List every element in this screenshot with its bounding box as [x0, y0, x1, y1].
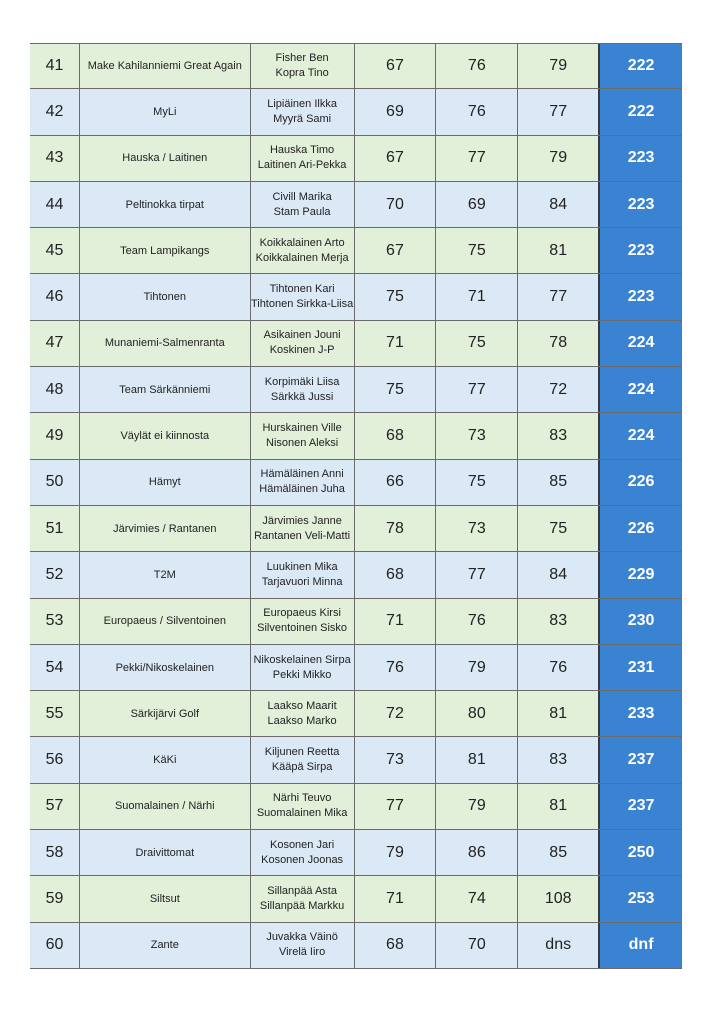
table-row: [30, 89, 682, 135]
player-name: Hauska Timo: [269, 144, 335, 157]
player-name: Virelä Iiro: [278, 946, 326, 959]
rank-cell: 56: [30, 737, 80, 782]
player-name: Fisher Ben: [275, 52, 329, 65]
total-score: 224: [600, 367, 682, 412]
rank-cell: 58: [30, 830, 80, 875]
round-3-score: 81: [518, 691, 600, 736]
rank-cell: 43: [30, 136, 80, 181]
team-name-cell: Hauska / Laitinen: [80, 136, 251, 181]
round-3-score: 108: [518, 876, 600, 921]
player-name: Närhi Teuvo: [272, 792, 332, 805]
round-2-score: 81: [436, 737, 518, 782]
round-2-score: 76: [436, 599, 518, 644]
player-name: Nisonen Aleksi: [266, 437, 339, 450]
round-1-score: 71: [355, 321, 437, 366]
team-name-cell: Europaeus / Silventoinen: [80, 599, 251, 644]
team-name-cell: T2M: [80, 552, 251, 597]
round-1-score: 67: [355, 44, 437, 88]
total-score: 231: [600, 645, 682, 690]
table-row: [30, 923, 682, 969]
player-name: Kääpä Sirpa: [271, 761, 333, 774]
round-2-score: 77: [436, 552, 518, 597]
round-3-score: 72: [518, 367, 600, 412]
table-row: [30, 367, 682, 413]
round-3-score: 85: [518, 830, 600, 875]
rank-cell: 55: [30, 691, 80, 736]
players-cell: [251, 460, 355, 505]
players-cell: [251, 136, 355, 181]
results-table: [30, 43, 682, 969]
player-name: Tihtonen Kari: [269, 283, 335, 296]
players-cell: [251, 274, 355, 319]
total-score: 224: [600, 413, 682, 458]
rank-cell: 60: [30, 923, 80, 968]
player-name: Tarjavuori Minna: [261, 575, 343, 588]
table-row: [30, 599, 682, 645]
player-name: Rantanen Veli-Matti: [254, 529, 351, 542]
round-2-score: 74: [436, 876, 518, 921]
player-name: Laitinen Ari-Pekka: [257, 159, 347, 172]
table-row: [30, 413, 682, 459]
players-cell: [251, 506, 355, 551]
round-2-score: 71: [436, 274, 518, 319]
player-name: Hämäläinen Anni: [260, 468, 344, 481]
rank-cell: 48: [30, 367, 80, 412]
round-3-score: 77: [518, 274, 600, 319]
round-2-score: 70: [436, 923, 518, 968]
players-cell: [251, 876, 355, 921]
player-name: Hurskainen Ville: [262, 422, 342, 435]
team-name-cell: MyLi: [80, 89, 251, 134]
rank-cell: 41: [30, 44, 80, 88]
players-cell: [251, 737, 355, 782]
players-cell: [251, 830, 355, 875]
player-name: Silventoinen Sisko: [257, 622, 348, 635]
total-score: 237: [600, 784, 682, 829]
table-row: [30, 645, 682, 691]
round-3-score: 84: [518, 182, 600, 227]
round-1-score: 72: [355, 691, 437, 736]
round-1-score: 71: [355, 876, 437, 921]
round-3-score: 83: [518, 737, 600, 782]
total-score: 222: [600, 89, 682, 134]
rank-cell: 57: [30, 784, 80, 829]
rank-cell: 42: [30, 89, 80, 134]
table-row: [30, 228, 682, 274]
team-name-cell: KäKi: [80, 737, 251, 782]
team-name-cell: Suomalainen / Närhi: [80, 784, 251, 829]
team-name-cell: Tihtonen: [80, 274, 251, 319]
round-3-score: 81: [518, 228, 600, 273]
table-row: [30, 274, 682, 320]
table-row: [30, 691, 682, 737]
round-2-score: 75: [436, 460, 518, 505]
player-name: Särkkä Jussi: [270, 390, 334, 403]
round-1-score: 66: [355, 460, 437, 505]
player-name: Kopra Tino: [275, 67, 329, 80]
round-3-score: dns: [518, 923, 600, 968]
rank-cell: 54: [30, 645, 80, 690]
total-score: 223: [600, 274, 682, 319]
round-3-score: 75: [518, 506, 600, 551]
total-score: 226: [600, 506, 682, 551]
rank-cell: 49: [30, 413, 80, 458]
round-2-score: 73: [436, 413, 518, 458]
round-3-score: 83: [518, 413, 600, 458]
rank-cell: 52: [30, 552, 80, 597]
round-1-score: 73: [355, 737, 437, 782]
total-score: 250: [600, 830, 682, 875]
round-2-score: 76: [436, 89, 518, 134]
player-name: Tihtonen Sirkka-Liisa: [250, 298, 354, 311]
total-score: 230: [600, 599, 682, 644]
players-cell: [251, 89, 355, 134]
player-name: Korpimäki Liisa: [264, 375, 340, 388]
players-cell: [251, 44, 355, 88]
team-name-cell: Särkijärvi Golf: [80, 691, 251, 736]
round-2-score: 77: [436, 367, 518, 412]
player-name: Hämäläinen Juha: [259, 483, 345, 496]
player-name: Koikkalainen Merja: [255, 251, 349, 264]
round-1-score: 76: [355, 645, 437, 690]
player-name: Sillanpää Asta: [267, 884, 337, 897]
table-row: [30, 737, 682, 783]
round-3-score: 83: [518, 599, 600, 644]
round-3-score: 79: [518, 136, 600, 181]
round-1-score: 68: [355, 552, 437, 597]
player-name: Europaeus Kirsi: [263, 607, 341, 620]
player-name: Laakso Maarit: [267, 699, 337, 712]
round-3-score: 84: [518, 552, 600, 597]
players-cell: [251, 367, 355, 412]
table-row: [30, 552, 682, 598]
total-score: 226: [600, 460, 682, 505]
total-score: 233: [600, 691, 682, 736]
round-3-score: 85: [518, 460, 600, 505]
player-name: Pekki Mikko: [272, 668, 332, 681]
player-name: Luukinen Mika: [266, 560, 338, 573]
round-1-score: 75: [355, 367, 437, 412]
round-2-score: 75: [436, 228, 518, 273]
player-name: Koikkalainen Arto: [259, 236, 345, 249]
players-cell: [251, 321, 355, 366]
round-2-score: 73: [436, 506, 518, 551]
player-name: Myyrä Sami: [273, 112, 332, 125]
player-name: Sillanpää Markku: [259, 899, 345, 912]
player-name: Lipiäinen Ilkka: [267, 97, 337, 110]
player-name: Civill Marika: [272, 190, 332, 203]
total-score: 223: [600, 136, 682, 181]
rank-cell: 51: [30, 506, 80, 551]
players-cell: [251, 182, 355, 227]
total-score: 223: [600, 182, 682, 227]
round-1-score: 69: [355, 89, 437, 134]
round-1-score: 77: [355, 784, 437, 829]
table-row: [30, 136, 682, 182]
rank-cell: 47: [30, 321, 80, 366]
team-name-cell: Make Kahilanniemi Great Again: [80, 44, 251, 88]
player-name: Kosonen Jari: [269, 838, 335, 851]
round-1-score: 70: [355, 182, 437, 227]
total-score: 237: [600, 737, 682, 782]
rank-cell: 45: [30, 228, 80, 273]
round-3-score: 77: [518, 89, 600, 134]
rank-cell: 53: [30, 599, 80, 644]
round-2-score: 75: [436, 321, 518, 366]
players-cell: [251, 784, 355, 829]
player-name: Järvimies Janne: [262, 514, 342, 527]
team-name-cell: Zante: [80, 923, 251, 968]
team-name-cell: Team Lampikangs: [80, 228, 251, 273]
total-score: 222: [600, 44, 682, 88]
round-1-score: 68: [355, 413, 437, 458]
rank-cell: 50: [30, 460, 80, 505]
players-cell: [251, 691, 355, 736]
round-2-score: 76: [436, 44, 518, 88]
team-name-cell: Draivittomat: [80, 830, 251, 875]
round-1-score: 67: [355, 228, 437, 273]
total-score: 229: [600, 552, 682, 597]
team-name-cell: Väylät ei kiinnosta: [80, 413, 251, 458]
round-1-score: 75: [355, 274, 437, 319]
total-score: 223: [600, 228, 682, 273]
round-3-score: 81: [518, 784, 600, 829]
table-row: [30, 321, 682, 367]
table-row: [30, 43, 682, 89]
round-2-score: 77: [436, 136, 518, 181]
team-name-cell: Pekki/Nikoskelainen: [80, 645, 251, 690]
round-3-score: 78: [518, 321, 600, 366]
team-name-cell: Hämyt: [80, 460, 251, 505]
round-2-score: 79: [436, 784, 518, 829]
rank-cell: 59: [30, 876, 80, 921]
table-row: [30, 830, 682, 876]
team-name-cell: Peltinokka tirpat: [80, 182, 251, 227]
team-name-cell: Team Särkänniemi: [80, 367, 251, 412]
player-name: Nikoskelainen Sirpa: [253, 653, 351, 666]
round-1-score: 67: [355, 136, 437, 181]
round-2-score: 80: [436, 691, 518, 736]
team-name-cell: Siltsut: [80, 876, 251, 921]
total-score: dnf: [600, 923, 682, 968]
players-cell: [251, 645, 355, 690]
player-name: Laakso Marko: [267, 714, 337, 727]
table-row: [30, 506, 682, 552]
player-name: Koskinen J-P: [269, 344, 335, 357]
players-cell: [251, 552, 355, 597]
table-row: [30, 182, 682, 228]
players-cell: [251, 923, 355, 968]
round-3-score: 76: [518, 645, 600, 690]
rank-cell: 44: [30, 182, 80, 227]
round-1-score: 71: [355, 599, 437, 644]
players-cell: [251, 599, 355, 644]
round-3-score: 79: [518, 44, 600, 88]
player-name: Stam Paula: [273, 205, 331, 218]
round-1-score: 79: [355, 830, 437, 875]
player-name: Juvakka Väinö: [266, 931, 338, 944]
player-name: Suomalainen Mika: [256, 807, 348, 820]
round-1-score: 78: [355, 506, 437, 551]
team-name-cell: Järvimies / Rantanen: [80, 506, 251, 551]
total-score: 253: [600, 876, 682, 921]
rank-cell: 46: [30, 274, 80, 319]
players-cell: [251, 413, 355, 458]
player-name: Kiljunen Reetta: [264, 746, 340, 759]
round-1-score: 68: [355, 923, 437, 968]
players-cell: [251, 228, 355, 273]
round-2-score: 69: [436, 182, 518, 227]
table-row: [30, 876, 682, 922]
team-name-cell: Munaniemi-Salmenranta: [80, 321, 251, 366]
table-row: [30, 784, 682, 830]
player-name: Kosonen Joonas: [261, 853, 344, 866]
round-2-score: 79: [436, 645, 518, 690]
total-score: 224: [600, 321, 682, 366]
player-name: Asikainen Jouni: [263, 329, 341, 342]
round-2-score: 86: [436, 830, 518, 875]
table-row: [30, 460, 682, 506]
